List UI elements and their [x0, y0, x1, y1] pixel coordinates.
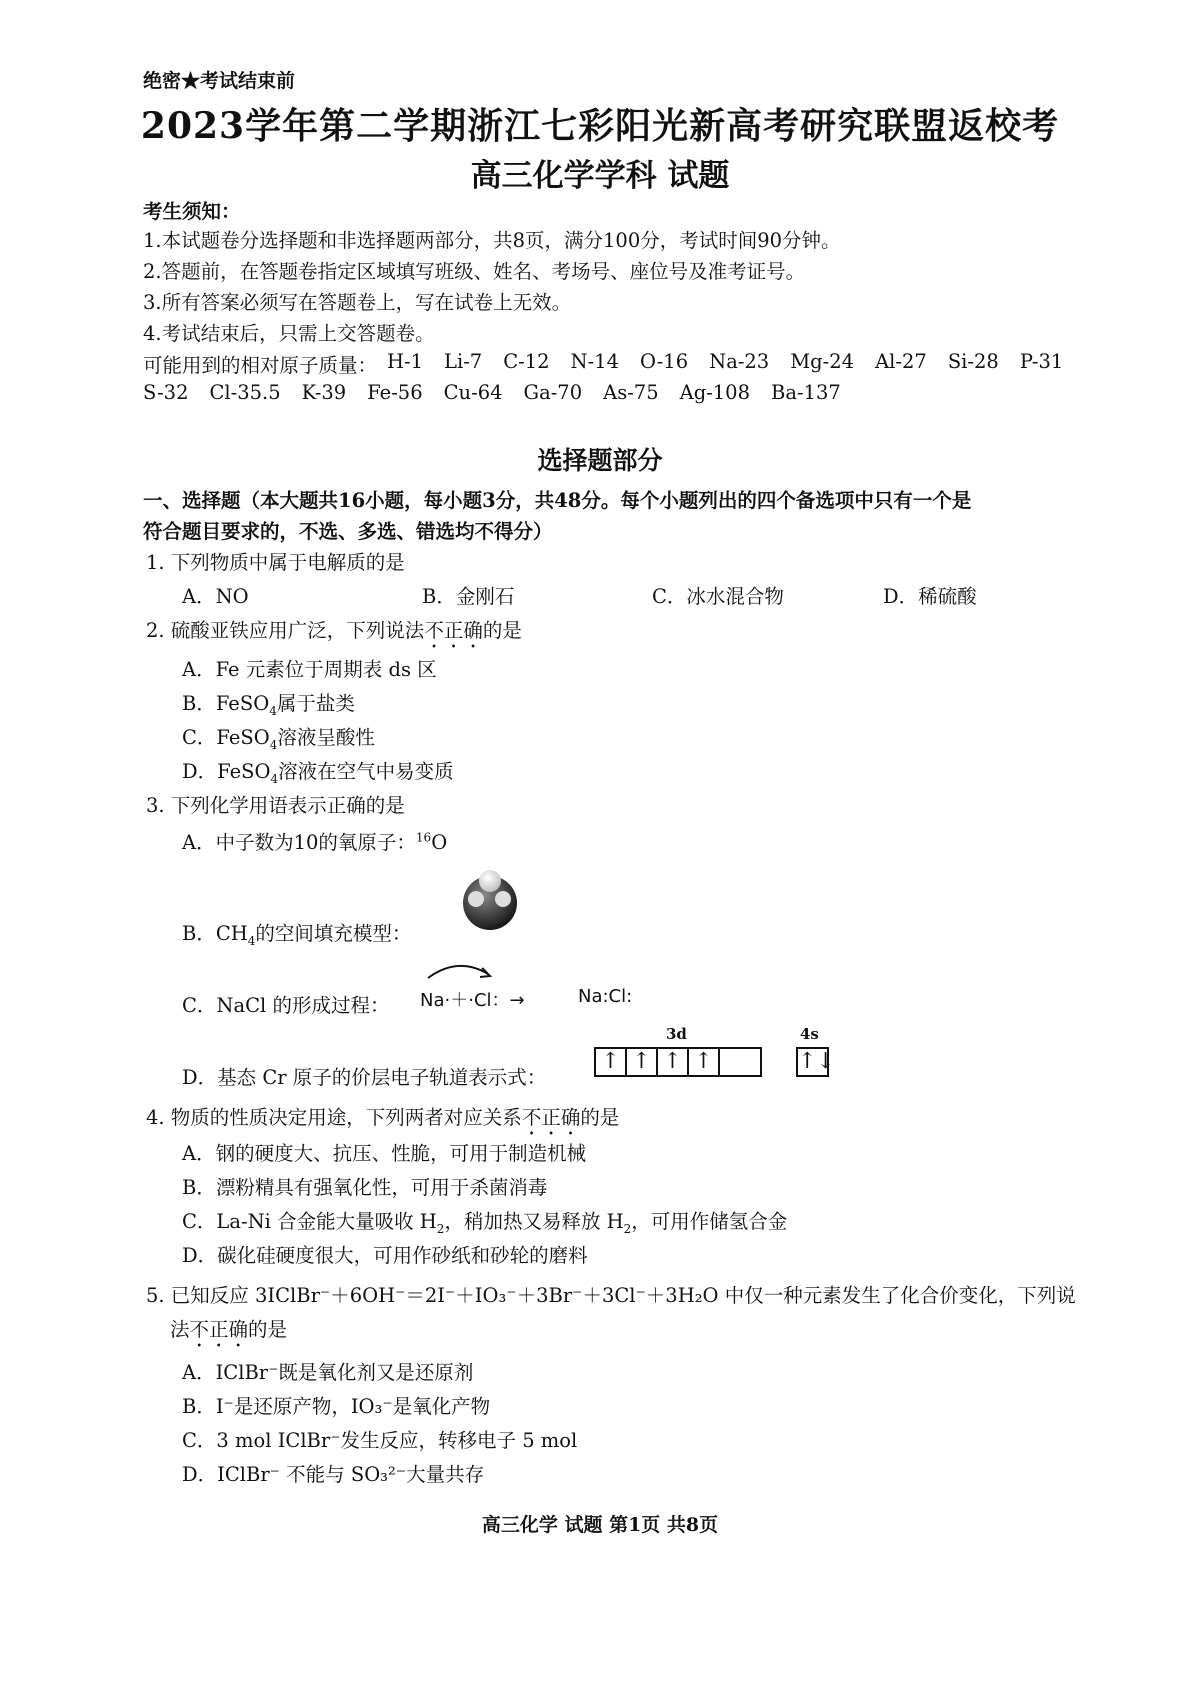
option-c: C．冰水混合物 — [652, 585, 784, 608]
confidential-mark: 绝密★考试结束前 — [143, 70, 296, 92]
ch4-space-filling-model-icon — [455, 865, 525, 935]
option-a: A．钢的硬度大、抗压、性脆，可用于制造机械 — [182, 1142, 587, 1165]
atomic-masses-row1 — [143, 350, 1063, 378]
nacl-equation-left: Na·＋·Cl：→ — [420, 990, 525, 1011]
atomic-masses-row2 — [143, 381, 862, 404]
option-d: D．基态 Cr 原子的价层电子轨道表示式： — [182, 1066, 547, 1089]
option-text: 属于盐类 — [276, 692, 355, 715]
option-d: D．IClBr⁻ 不能与 SO₃²⁻大量共存 — [182, 1463, 485, 1486]
orbital-box: ↑ — [594, 1047, 627, 1077]
atomic-mass: Mg-24 — [790, 350, 855, 373]
subscript: 2 — [623, 1221, 632, 1236]
stem-text: 的是 — [580, 1106, 620, 1129]
orbital-box: ↑ — [687, 1047, 720, 1077]
atomic-mass: As-75 — [603, 381, 659, 404]
notice-item: 3.所有答案必须写在答题卷上，写在试卷上无效。 — [143, 291, 572, 314]
notice-item: 4.考试结束后，只需上交答题卷。 — [143, 322, 435, 345]
option-text: ，可用作储氢合金 — [631, 1210, 788, 1233]
option-text: C．FeSO — [182, 726, 270, 749]
option-d: D．碳化硅硬度很大，可用作砂纸和砂轮的磨料 — [182, 1244, 588, 1267]
question-4-stem — [146, 1102, 619, 1140]
option-c — [182, 1206, 787, 1236]
option-text: O — [431, 831, 448, 854]
option-a: A．Fe 元素位于周期表 ds 区 — [182, 658, 437, 681]
electron-transfer-arrow-icon — [418, 958, 508, 982]
atomic-mass: Na-23 — [709, 350, 770, 373]
atomic-mass: S-32 — [143, 381, 189, 404]
option-b — [182, 918, 411, 948]
subscript: 4 — [270, 771, 279, 786]
notice-heading: 考生须知： — [143, 200, 241, 223]
option-c: C．NaCl 的形成过程： — [182, 994, 390, 1017]
subscript: 4 — [269, 737, 278, 752]
option-text: B．FeSO — [182, 692, 270, 715]
atomic-mass: H-1 — [387, 350, 424, 373]
atomic-mass: Cl-35.5 — [209, 381, 281, 404]
subscript: 4 — [247, 933, 256, 948]
atomic-mass: Ba-137 — [771, 381, 841, 404]
stem-text: 法 — [170, 1318, 190, 1341]
emphasis-text: 不正确 — [424, 619, 483, 642]
subscript: 4 — [269, 703, 277, 718]
option-text: D．FeSO — [182, 760, 271, 783]
option-d — [182, 756, 454, 786]
atomic-mass: Li-7 — [444, 350, 483, 373]
orbital-box: ↑ — [656, 1047, 689, 1077]
atomic-mass: Al-27 — [875, 350, 927, 373]
option-text: C．La-Ni 合金能大量吸收 H — [182, 1210, 437, 1233]
option-a — [182, 827, 447, 855]
atomic-mass: N-14 — [570, 350, 620, 373]
orbital-box: ↑↓ — [796, 1047, 829, 1077]
option-b: B．漂粉精具有强氧化性，可用于杀菌消毒 — [182, 1176, 548, 1199]
emphasis-text: 不正确 — [189, 1318, 249, 1341]
option-d: D．稀硫酸 — [883, 585, 977, 608]
orbital-label-3d: 3d — [666, 1025, 687, 1043]
option-b — [182, 688, 355, 718]
orbital-box: ↑ — [625, 1047, 658, 1077]
atomic-mass: Si-28 — [947, 350, 999, 373]
question-2-stem — [146, 615, 522, 653]
option-a: A．IClBr⁻既是氧化剂又是还原剂 — [182, 1361, 474, 1384]
question-3-stem: 3. 下列化学用语表示正确的是 — [146, 794, 405, 817]
stem-text: 4. 物质的性质决定用途，下列两者对应关系 — [146, 1106, 522, 1129]
emphasis-text: 不正确 — [521, 1106, 581, 1129]
exam-subtitle: 高三化学学科 试题 — [470, 158, 730, 194]
option-text: 的空间填充模型： — [255, 922, 412, 945]
atomic-mass: K-39 — [301, 381, 347, 404]
option-b: B．I⁻是还原产物，IO₃⁻是氧化产物 — [182, 1395, 491, 1418]
option-b: B．金刚石 — [422, 585, 515, 608]
atomic-mass: Fe-56 — [367, 381, 423, 404]
superscript: 16 — [415, 830, 432, 845]
option-c: C．3 mol IClBr⁻发生反应，转移电子 5 mol — [182, 1429, 578, 1452]
stem-text: 的是 — [482, 619, 522, 642]
page-footer: 高三化学 试题 第1页 共8页 — [481, 1514, 719, 1536]
section-instructions: 符合题目要求的，不选、多选、错选均不得分） — [143, 520, 553, 543]
atomic-mass: O-16 — [640, 350, 689, 373]
atomic-mass: Ga-70 — [523, 381, 583, 404]
atomic-mass: Ag-108 — [679, 381, 750, 404]
option-a: A．NO — [182, 585, 249, 608]
atomic-mass: P-31 — [1019, 350, 1064, 373]
nacl-equation-right: Na:Cl: — [578, 986, 633, 1007]
atomic-masses-label: 可能用到的相对原子质量： — [143, 354, 378, 377]
atomic-mass: C-12 — [503, 350, 550, 373]
subscript: 2 — [436, 1221, 445, 1236]
notice-item: 2.答题前，在答题卷指定区域填写班级、姓名、考场号、座位号及准考证号。 — [143, 260, 806, 283]
notice-item: 1.本试题卷分选择题和非选择题两部分，共8页，满分100分，考试时间90分钟。 — [143, 229, 841, 252]
orbital-box — [718, 1047, 762, 1077]
section-title: 选择题部分 — [537, 446, 663, 475]
stem-text: 的是 — [248, 1318, 288, 1341]
option-text: 溶液呈酸性 — [277, 726, 375, 749]
section-instructions: 一、选择题（本大题共16小题，每小题3分，共48分。每个小题列出的四个备选项中只有一个是 — [143, 489, 972, 512]
option-c — [182, 722, 375, 752]
option-text: ，稍加热又易释放 H — [444, 1210, 624, 1233]
question-1-stem: 1. 下列物质中属于电解质的是 — [146, 551, 405, 574]
exam-title: 2023学年第二学期浙江七彩阳光新高考研究联盟返校考 — [140, 105, 1060, 147]
option-text: 溶液在空气中易变质 — [278, 760, 454, 783]
atomic-mass: Cu-64 — [443, 381, 503, 404]
orbital-label-4s: 4s — [800, 1025, 819, 1043]
question-5-stem-cont — [170, 1314, 287, 1352]
option-text: B．CH — [182, 922, 248, 945]
question-5-stem: 5. 已知反应 3IClBr⁻＋6OH⁻＝2I⁻＋IO₃⁻＋3Br⁻＋3Cl⁻＋3H₂O 中仅一种元素发生了化合价变化，下列说 — [146, 1284, 1076, 1307]
option-text: A．中子数为10的氧原子： — [182, 831, 416, 854]
stem-text: 2. 硫酸亚铁应用广泛，下列说法 — [146, 619, 425, 642]
